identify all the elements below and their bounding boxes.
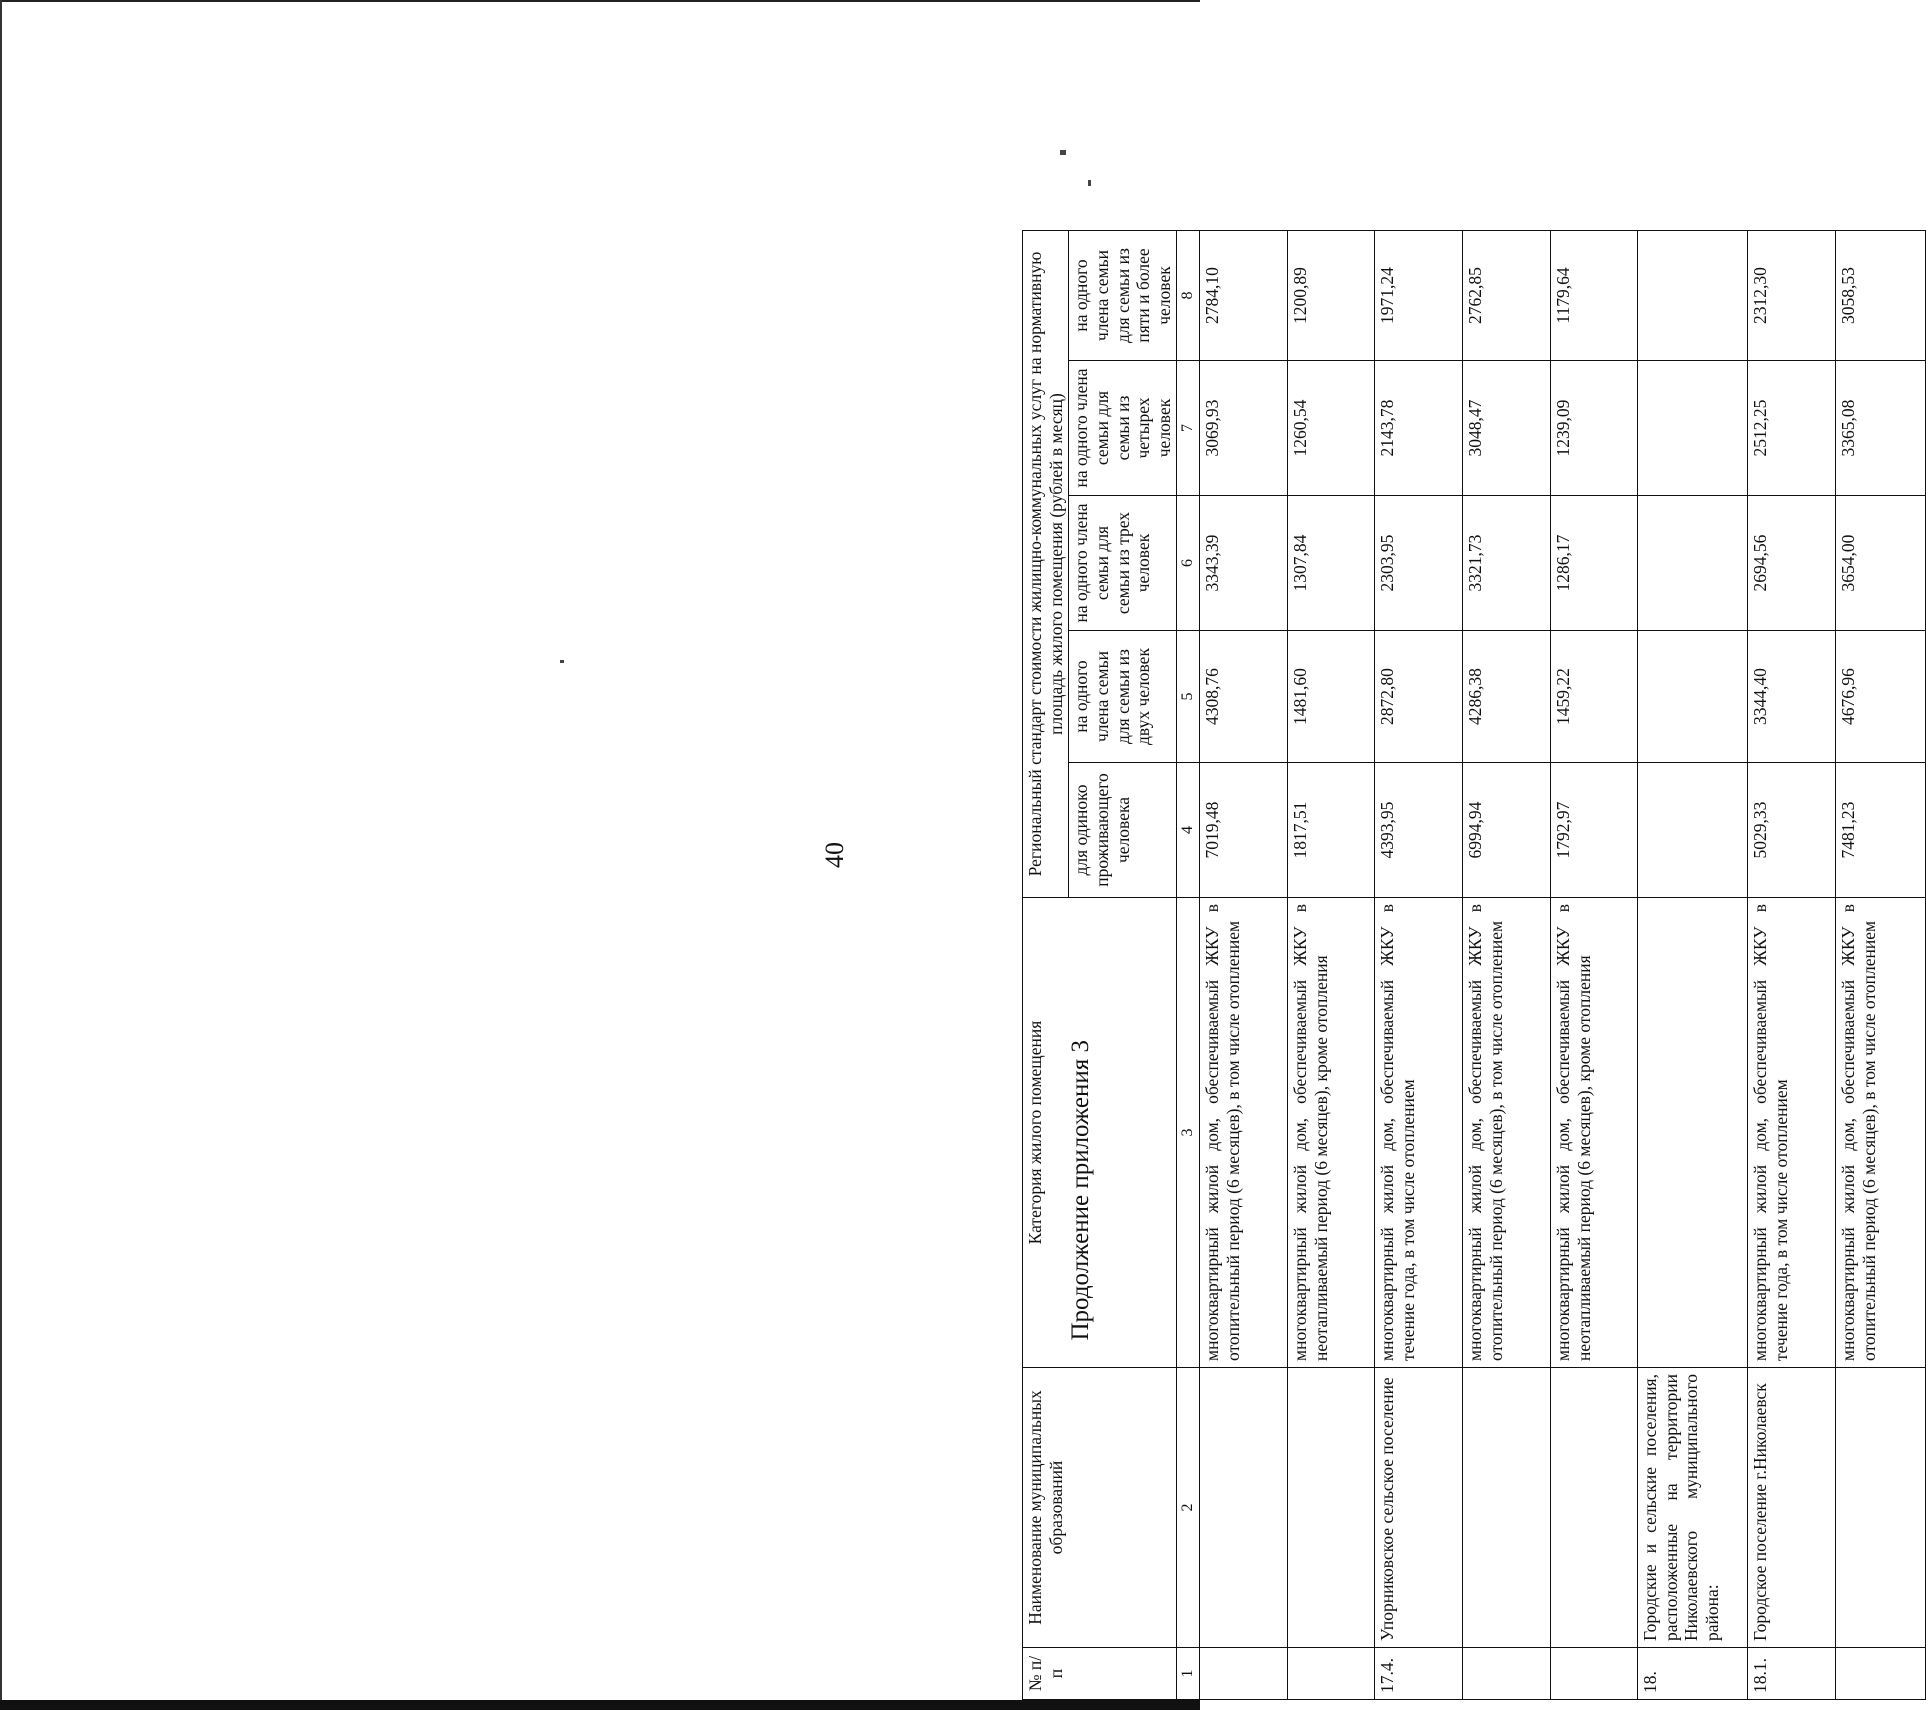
value-family-of-two: 2872,80 <box>1375 631 1463 763</box>
value-single-person: 5029,33 <box>1748 763 1836 898</box>
value-family-of-five-plus: 1971,24 <box>1375 231 1463 361</box>
housing-category: многоквартирный жилой дом, обеспечиваемый ЖКУ в отопительный период (6 месяцев), в том числе отоплением <box>1200 898 1288 1368</box>
housing-category: многоквартирный жилой дом, обеспечиваемый ЖКУ в неотапливаемый период (6 месяцев), кроме отопления <box>1551 898 1638 1368</box>
header-family-of-four: на одного члена семьи для семьи из четырех человек <box>1069 361 1177 496</box>
appendix-title: Продолжение приложения 3 <box>1067 1040 1094 1341</box>
table-row <box>1288 231 1375 1700</box>
value-single-person <box>1638 763 1748 898</box>
column-number: 5 <box>1177 631 1200 763</box>
value-family-of-three: 3321,73 <box>1463 496 1551 631</box>
value-single-person: 4393,95 <box>1375 763 1463 898</box>
column-number-row <box>1177 231 1200 1700</box>
header-category: Категория жилого помещения <box>1023 898 1177 1368</box>
value-family-of-two: 4286,38 <box>1463 631 1551 763</box>
value-family-of-three: 2303,95 <box>1375 496 1463 631</box>
row-number <box>1836 1648 1926 1700</box>
row-number <box>1288 1648 1375 1700</box>
header-family-of-three: на одного члена семьи для семьи из трех человек <box>1069 496 1177 631</box>
value-family-of-three: 3654,00 <box>1836 496 1926 631</box>
value-single-person: 1792,97 <box>1551 763 1638 898</box>
value-family-of-four: 3365,08 <box>1836 361 1926 496</box>
table-row <box>1638 231 1748 1700</box>
value-family-of-four: 1260,54 <box>1288 361 1375 496</box>
value-family-of-five-plus: 1179,64 <box>1551 231 1638 361</box>
value-family-of-two: 3344,40 <box>1748 631 1836 763</box>
value-single-person: 7481,23 <box>1836 763 1926 898</box>
header-number: № п/п <box>1023 1648 1177 1700</box>
value-single-person: 1817,51 <box>1288 763 1375 898</box>
row-number <box>1200 1648 1288 1700</box>
row-number: 18.1. <box>1748 1648 1836 1700</box>
value-family-of-five-plus: 2784,10 <box>1200 231 1288 361</box>
housing-category: многоквартирный жилой дом, обеспечиваемый ЖКУ в отопительный период (6 месяцев), в том числе отоплением <box>1836 898 1926 1368</box>
row-number <box>1551 1648 1638 1700</box>
value-single-person: 6994,94 <box>1463 763 1551 898</box>
column-number: 1 <box>1177 1648 1200 1700</box>
value-family-of-two: 4308,76 <box>1200 631 1288 763</box>
table-row <box>1551 231 1638 1700</box>
row-number: 17.4. <box>1375 1648 1463 1700</box>
municipality-name: Городские и сельские поселения, расположенные на территории Николаевского муниципального района: <box>1638 1368 1748 1648</box>
column-number: 4 <box>1177 763 1200 898</box>
housing-category: многоквартирный жилой дом, обеспечиваемый ЖКУ в течение года, в том числе отоплением <box>1748 898 1836 1368</box>
value-family-of-five-plus: 2312,30 <box>1748 231 1836 361</box>
header-family-of-two: на одного члена семьи для семьи из двух человек <box>1069 631 1177 763</box>
municipality-name <box>1551 1368 1638 1648</box>
value-family-of-three <box>1638 496 1748 631</box>
value-family-of-three: 1286,17 <box>1551 496 1638 631</box>
header-municipality: Наименование муниципальных образований <box>1023 1368 1177 1648</box>
table-row <box>1836 231 1926 1700</box>
value-family-of-two: 1481,60 <box>1288 631 1375 763</box>
row-number <box>1463 1648 1551 1700</box>
value-family-of-five-plus: 3058,53 <box>1836 231 1926 361</box>
column-number: 8 <box>1177 231 1200 361</box>
municipality-name: Упорниковское сельское поселение <box>1375 1368 1463 1648</box>
column-number: 6 <box>1177 496 1200 631</box>
value-family-of-two: 1459,22 <box>1551 631 1638 763</box>
municipality-name <box>1463 1368 1551 1648</box>
value-family-of-four: 3048,47 <box>1463 361 1551 496</box>
value-family-of-four <box>1638 361 1748 496</box>
value-family-of-two <box>1638 631 1748 763</box>
header-row-1 <box>1023 231 1069 1700</box>
value-family-of-three: 1307,84 <box>1288 496 1375 631</box>
municipality-name <box>1836 1368 1926 1648</box>
municipality-name <box>1288 1368 1375 1648</box>
header-single-person: для одиноко проживающего человека <box>1069 763 1177 898</box>
value-family-of-three: 2694,56 <box>1748 496 1836 631</box>
page-number: 40 <box>820 842 849 868</box>
standards-table <box>1022 230 1926 1700</box>
header-family-of-five-plus: на одного члена семьи для семьи из пяти и более человек <box>1069 231 1177 361</box>
value-family-of-four: 1239,09 <box>1551 361 1638 496</box>
value-family-of-four: 2512,25 <box>1748 361 1836 496</box>
table-row <box>1748 231 1836 1700</box>
value-single-person: 7019,48 <box>1200 763 1288 898</box>
housing-category: многоквартирный жилой дом, обеспечиваемый ЖКУ в течение года, в том числе отоплением <box>1375 898 1463 1368</box>
value-family-of-five-plus: 2762,85 <box>1463 231 1551 361</box>
value-family-of-five-plus <box>1638 231 1748 361</box>
municipality-name <box>1200 1368 1288 1648</box>
row-number: 18. <box>1638 1648 1748 1700</box>
value-family-of-four: 3069,93 <box>1200 361 1288 496</box>
value-family-of-two: 4676,96 <box>1836 631 1926 763</box>
municipality-name: Городское поселение г.Николаевск <box>1748 1368 1836 1648</box>
column-number: 3 <box>1177 898 1200 1368</box>
housing-category <box>1638 898 1748 1368</box>
table-row <box>1200 231 1288 1700</box>
value-family-of-four: 2143,78 <box>1375 361 1463 496</box>
housing-category: многоквартирный жилой дом, обеспечиваемый ЖКУ в неотапливаемый период (6 месяцев), кроме отопления <box>1288 898 1375 1368</box>
table-row <box>1463 231 1551 1700</box>
column-number: 7 <box>1177 361 1200 496</box>
header-standard-group: Региональный стандарт стоимости жилищно-коммунальных услуг на нормативную площадь жилого помещения (рублей в месяц) <box>1023 231 1069 898</box>
table-row <box>1375 231 1463 1700</box>
column-number: 2 <box>1177 1368 1200 1648</box>
value-family-of-three: 3343,39 <box>1200 496 1288 631</box>
value-family-of-five-plus: 1200,89 <box>1288 231 1375 361</box>
housing-category: многоквартирный жилой дом, обеспечиваемый ЖКУ в отопительный период (6 месяцев), в том числе отоплением <box>1463 898 1551 1368</box>
